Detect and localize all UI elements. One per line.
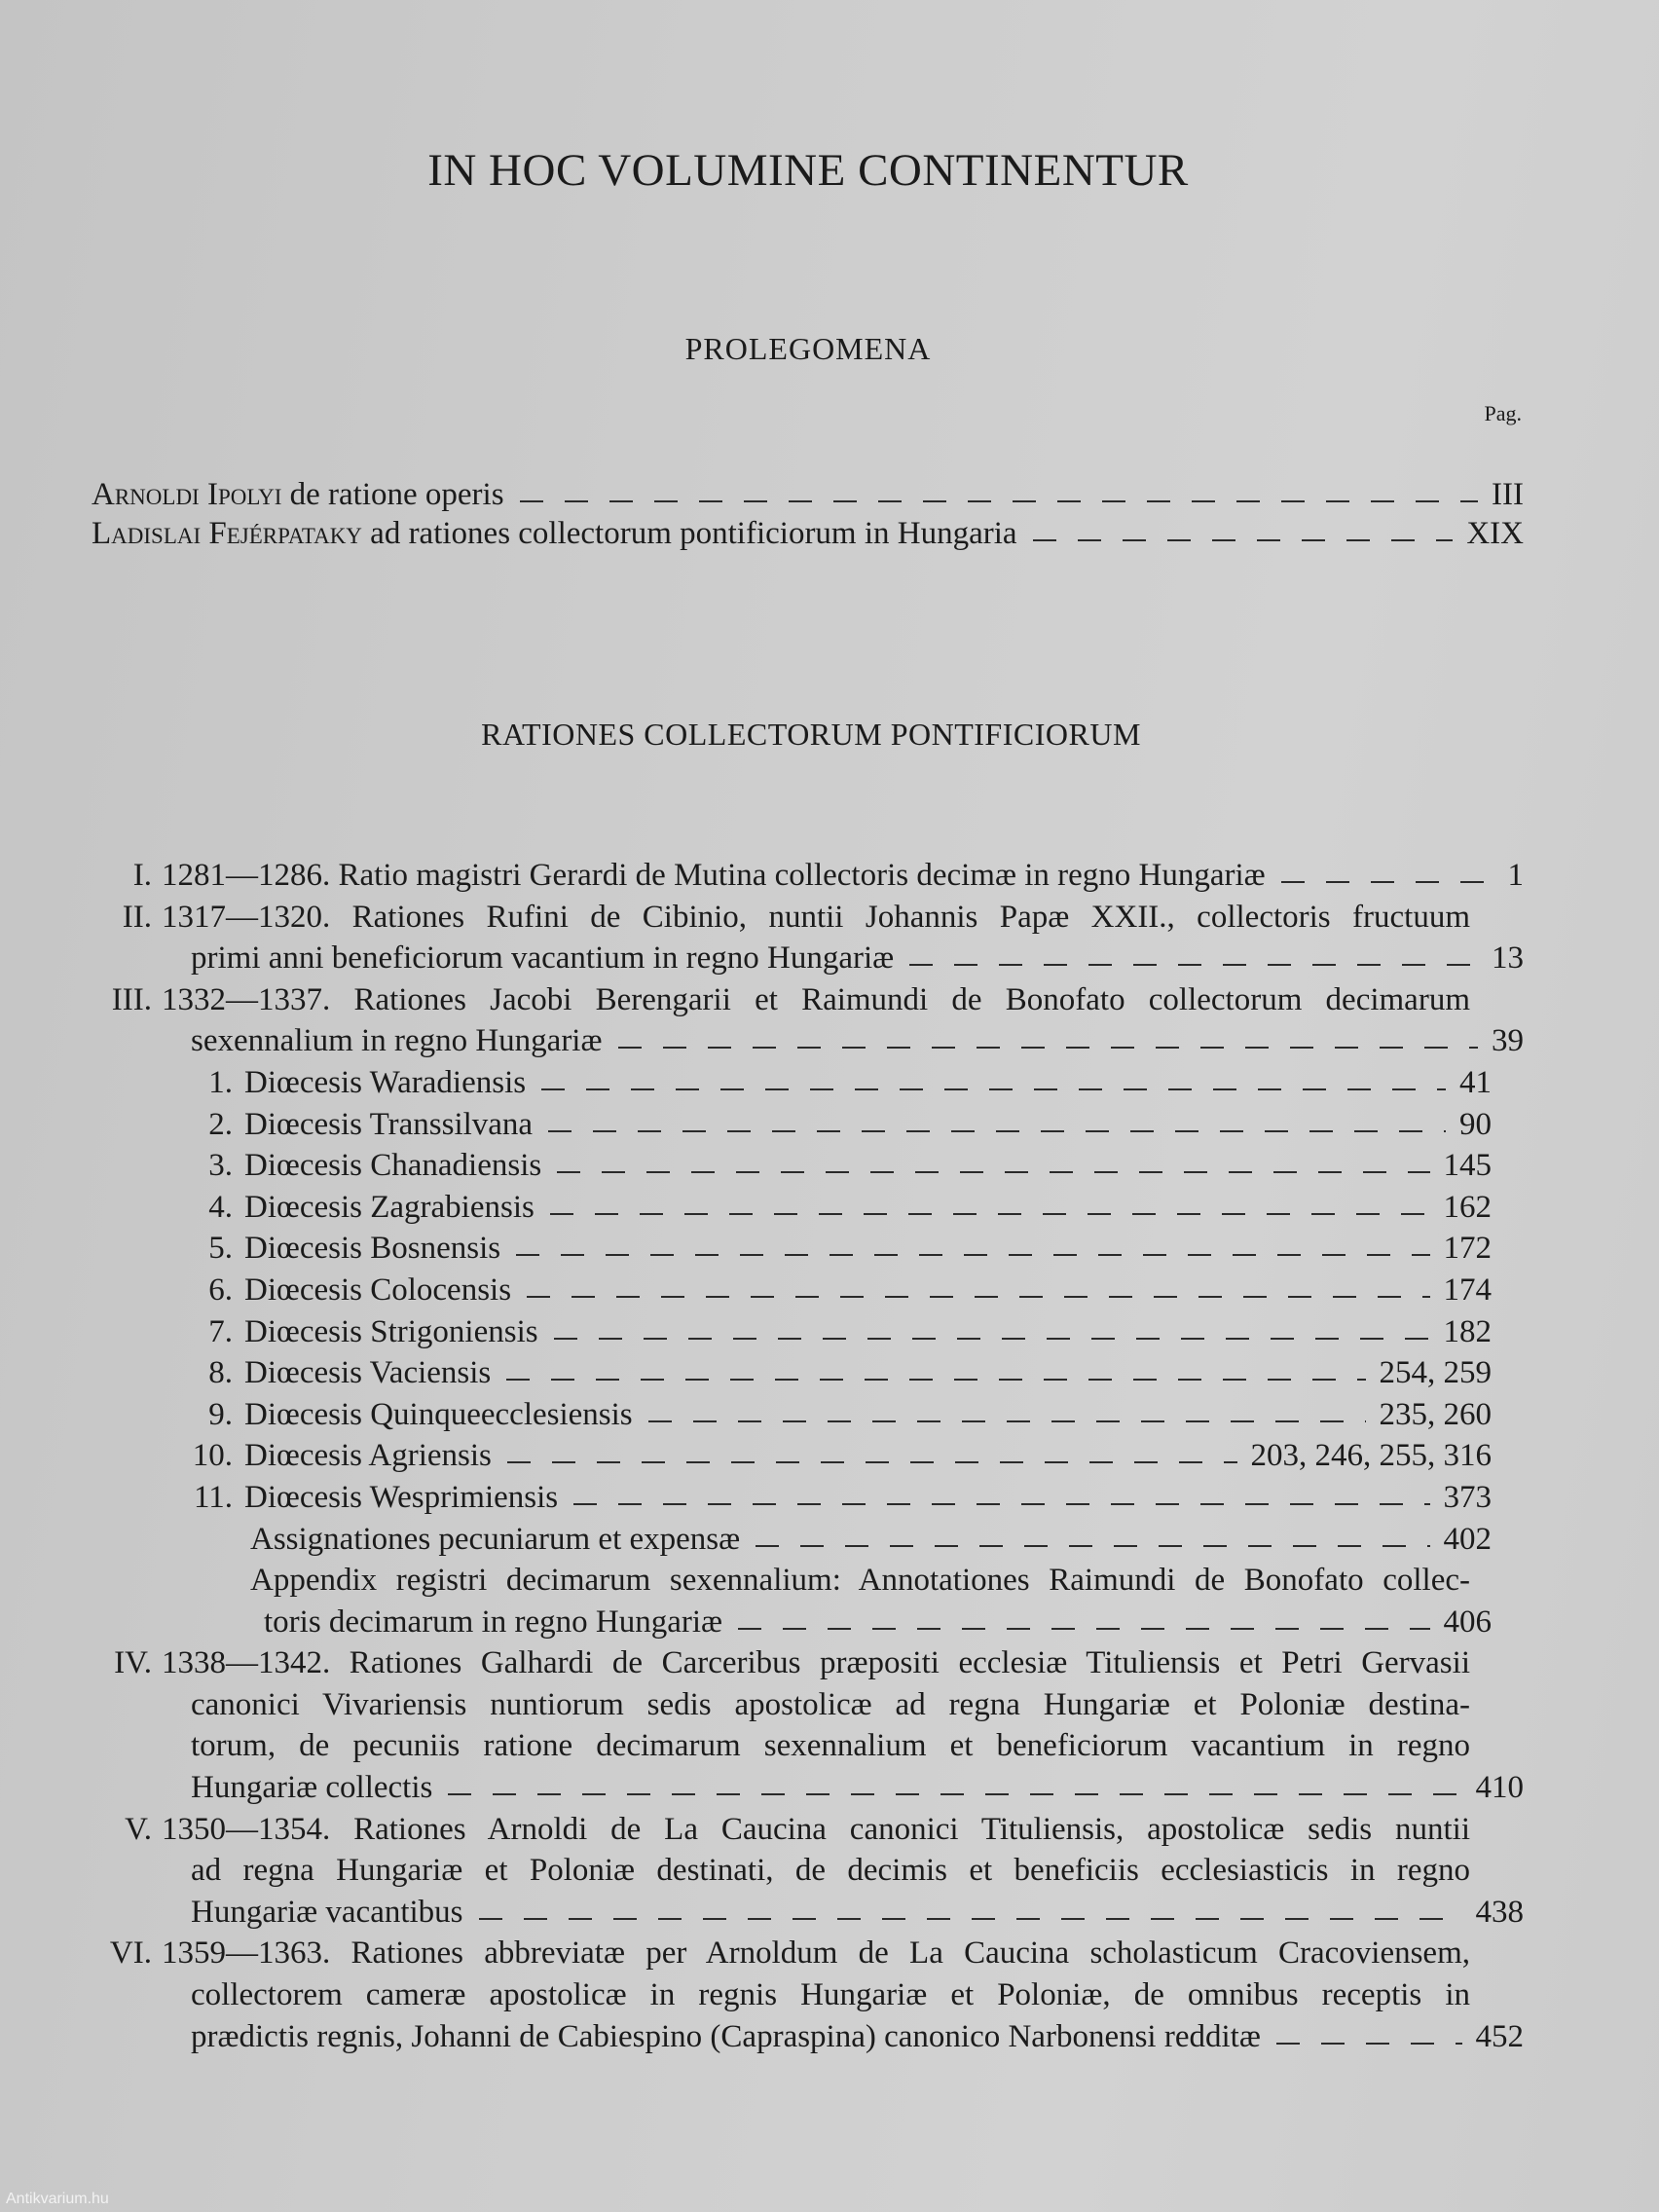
toc-entry-continuation — [0, 1602, 1492, 1643]
dot-leader — [1281, 855, 1494, 896]
toc-entry — [0, 897, 1524, 939]
entry-page: 438 — [1475, 1894, 1524, 1930]
toc-entry — [0, 1642, 1524, 1684]
entry-page: 182 — [1443, 1313, 1492, 1349]
toc-entry-continuation — [0, 938, 1524, 979]
prolegomena-heading: PROLEGOMENA — [684, 331, 932, 366]
entry-page: 452 — [1475, 2018, 1524, 2054]
entry-numeral: 1. — [208, 1064, 233, 1100]
entry-text: Diœcesis Strigoniensis — [244, 1313, 538, 1349]
entry-text: Diœcesis Agriensis — [244, 1438, 492, 1474]
entry-text: Diœcesis Wesprimiensis — [244, 1479, 559, 1515]
entry-page: 13 — [1492, 940, 1524, 977]
toc-entry — [0, 1435, 1492, 1477]
entry-numeral: 7. — [208, 1313, 233, 1349]
entry-author: Arnoldi Ipolyi — [92, 477, 282, 512]
toc-entry — [0, 1352, 1492, 1394]
prolegomena-entry — [92, 513, 1524, 554]
toc-entry — [0, 1228, 1492, 1270]
dot-leader — [909, 938, 1478, 978]
rationes-list — [0, 855, 1659, 2057]
entry-page: 235, 260 — [1379, 1396, 1492, 1432]
entry-text: Assignationes pecuniarum et expensæ — [250, 1521, 741, 1557]
dot-leader — [738, 1602, 1429, 1642]
entry-text: torum, de pecuniis ratione decimarum sexennalium et beneficiorum vacantium in regno — [191, 1728, 1470, 1764]
dot-leader — [1033, 513, 1454, 554]
entry-numeral: IV. — [114, 1645, 152, 1681]
entry-text: Hungariæ vacantibus — [191, 1894, 463, 1930]
entry-page: 1 — [1507, 858, 1524, 893]
dot-leader — [507, 1435, 1237, 1476]
entry-text: 1332—1337. Rationes Jacobi Berengarii et Raimundi de Bonofato collectorum decimarum — [162, 981, 1470, 1017]
dot-leader — [554, 1311, 1430, 1352]
entry-page: 373 — [1443, 1479, 1492, 1515]
toc-entry — [0, 1809, 1524, 1851]
entry-page: 203, 246, 255, 316 — [1250, 1438, 1492, 1474]
entry-page: XIX — [1466, 516, 1524, 551]
toc-entry — [0, 1062, 1492, 1104]
entry-page: 41 — [1459, 1064, 1492, 1100]
entry-numeral: 2. — [208, 1106, 233, 1142]
entry-text: Diœcesis Transsilvana — [244, 1106, 534, 1142]
toc-entry — [0, 1311, 1492, 1353]
entry-page: 254, 259 — [1379, 1355, 1492, 1391]
dot-leader — [573, 1477, 1429, 1518]
toc-entry — [0, 1187, 1492, 1229]
toc-entry — [0, 855, 1524, 897]
dot-leader — [520, 474, 1478, 515]
entry-page: III — [1492, 477, 1524, 512]
entry-page: 402 — [1443, 1521, 1492, 1557]
toc-entry — [0, 1270, 1492, 1311]
entry-page: 162 — [1443, 1189, 1492, 1225]
toc-entry-continuation — [0, 1725, 1524, 1767]
entry-page: 90 — [1459, 1106, 1492, 1142]
rationes-heading: RATIONES COLLECTORUM PONTIFICIORUM — [481, 717, 1141, 752]
entry-numeral: 10. — [192, 1438, 233, 1474]
entry-numeral: VI. — [109, 1936, 152, 1972]
toc-entry — [0, 1933, 1524, 1974]
entry-page: 145 — [1443, 1148, 1492, 1184]
entry-text: Hungariæ collectis — [191, 1770, 433, 1806]
entry-page: 39 — [1492, 1023, 1524, 1059]
entry-text: Diœcesis Bosnensis — [244, 1231, 501, 1267]
entry-page: 410 — [1475, 1770, 1524, 1806]
entry-text: 1317—1320. Rationes Rufini de Cibinio, nuntii Johannis Papæ XXII., collectoris fructuum — [162, 899, 1470, 935]
entry-text: Diœcesis Chanadiensis — [244, 1148, 542, 1184]
dot-leader — [557, 1145, 1429, 1186]
entry-numeral: 5. — [208, 1231, 233, 1267]
entry-text: primi anni beneficiorum vacantium in regno Hungariæ — [191, 940, 895, 977]
toc-entry — [0, 1394, 1492, 1436]
entry-text: 1350—1354. Rationes Arnoldi de La Caucina canonici Tituliensis, apostolicæ sedis nuntii — [162, 1811, 1470, 1847]
prolegomena-entry — [92, 474, 1524, 515]
entry-text: prædictis regnis, Johanni de Cabiespino (Capraspina) canonico Narbonensi redditæ — [191, 2018, 1261, 2054]
dot-leader — [618, 1020, 1479, 1061]
entry-numeral: 9. — [208, 1396, 233, 1432]
dot-leader — [541, 1062, 1446, 1103]
dot-leader — [516, 1228, 1429, 1269]
entry-numeral: 3. — [208, 1148, 233, 1184]
dot-leader — [448, 1767, 1461, 1808]
entry-text: Diœcesis Quinqueecclesiensis — [244, 1396, 633, 1432]
entry-text: Diœcesis Zagrabiensis — [244, 1189, 535, 1225]
toc-entry — [0, 1560, 1492, 1602]
toc-entry-continuation — [0, 1974, 1524, 2016]
entry-page: 174 — [1443, 1272, 1492, 1308]
entry-numeral: 8. — [208, 1355, 233, 1391]
page-column-label: Pag. — [1484, 401, 1522, 425]
toc-entry-continuation — [0, 1892, 1524, 1934]
entry-title: de ratione operis — [289, 477, 504, 512]
entry-text: 1338—1342. Rationes Galhardi de Carceribus præpositi ecclesiæ Tituliensis et Petri Gervasii — [162, 1645, 1470, 1681]
entry-numeral: I. — [132, 858, 152, 893]
entry-text: collectorem cameræ apostolicæ in regnis Hungariæ et Poloniæ, de omnibus receptis in — [191, 1977, 1470, 2013]
page-title: IN HOC VOLUMINE CONTINENTUR — [427, 145, 1189, 196]
toc-entry — [0, 1519, 1492, 1561]
entry-text: canonici Vivariensis nuntiorum sedis apostolicæ ad regna Hungariæ et Poloniæ destina- — [191, 1686, 1470, 1722]
dot-leader — [1276, 2016, 1462, 2057]
dot-leader — [548, 1104, 1446, 1145]
entry-text: toris decimarum in regno Hungariæ — [264, 1604, 723, 1640]
toc-entry-continuation — [0, 1850, 1524, 1892]
entry-text: Diœcesis Waradiensis — [244, 1064, 527, 1100]
entry-text: 1281—1286. Ratio magistri Gerardi de Mutina collectoris decimæ in regno Hungariæ — [162, 858, 1266, 893]
entry-numeral: 6. — [208, 1272, 233, 1308]
entry-author: Ladislai Fejérpataky — [92, 516, 362, 551]
entry-numeral: II. — [122, 899, 152, 935]
entry-text: Diœcesis Colocensis — [244, 1272, 512, 1308]
watermark: Antikvarium.hu — [6, 2191, 109, 2207]
toc-entry — [0, 1477, 1492, 1519]
entry-numeral: 4. — [208, 1189, 233, 1225]
entry-title: ad rationes collectorum pontificiorum in Hungaria — [370, 516, 1017, 551]
dot-leader — [479, 1892, 1462, 1933]
entry-numeral: 11. — [193, 1479, 233, 1515]
dot-leader — [550, 1187, 1430, 1228]
toc-entry-continuation — [0, 2016, 1524, 2058]
toc-entry — [0, 1104, 1492, 1146]
toc-entry — [0, 979, 1524, 1021]
dot-leader — [756, 1519, 1429, 1560]
entry-numeral: V. — [125, 1811, 152, 1847]
entry-text: sexennalium in regno Hungariæ — [191, 1023, 603, 1059]
toc-entry-continuation — [0, 1020, 1524, 1062]
entry-page: 406 — [1443, 1604, 1492, 1640]
entry-text: 1359—1363. Rationes abbreviatæ per Arnoldum de La Caucina scholasticum Cracoviensem, — [162, 1936, 1470, 1972]
dot-leader — [527, 1270, 1429, 1310]
toc-entry-continuation — [0, 1767, 1524, 1809]
toc-entry-continuation — [0, 1684, 1524, 1726]
entry-page: 172 — [1443, 1231, 1492, 1267]
dot-leader — [506, 1352, 1365, 1393]
entry-text: Appendix registri decimarum sexennalium: Annotationes Raimundi de Bonofato collec- — [250, 1563, 1470, 1599]
entry-text: Diœcesis Vaciensis — [244, 1355, 492, 1391]
toc-entry — [0, 1145, 1492, 1187]
entry-text: ad regna Hungariæ et Poloniæ destinati, de decimis et beneficiis ecclesiasticis in regno — [191, 1853, 1470, 1889]
entry-numeral: III. — [111, 981, 152, 1017]
dot-leader — [648, 1394, 1366, 1435]
